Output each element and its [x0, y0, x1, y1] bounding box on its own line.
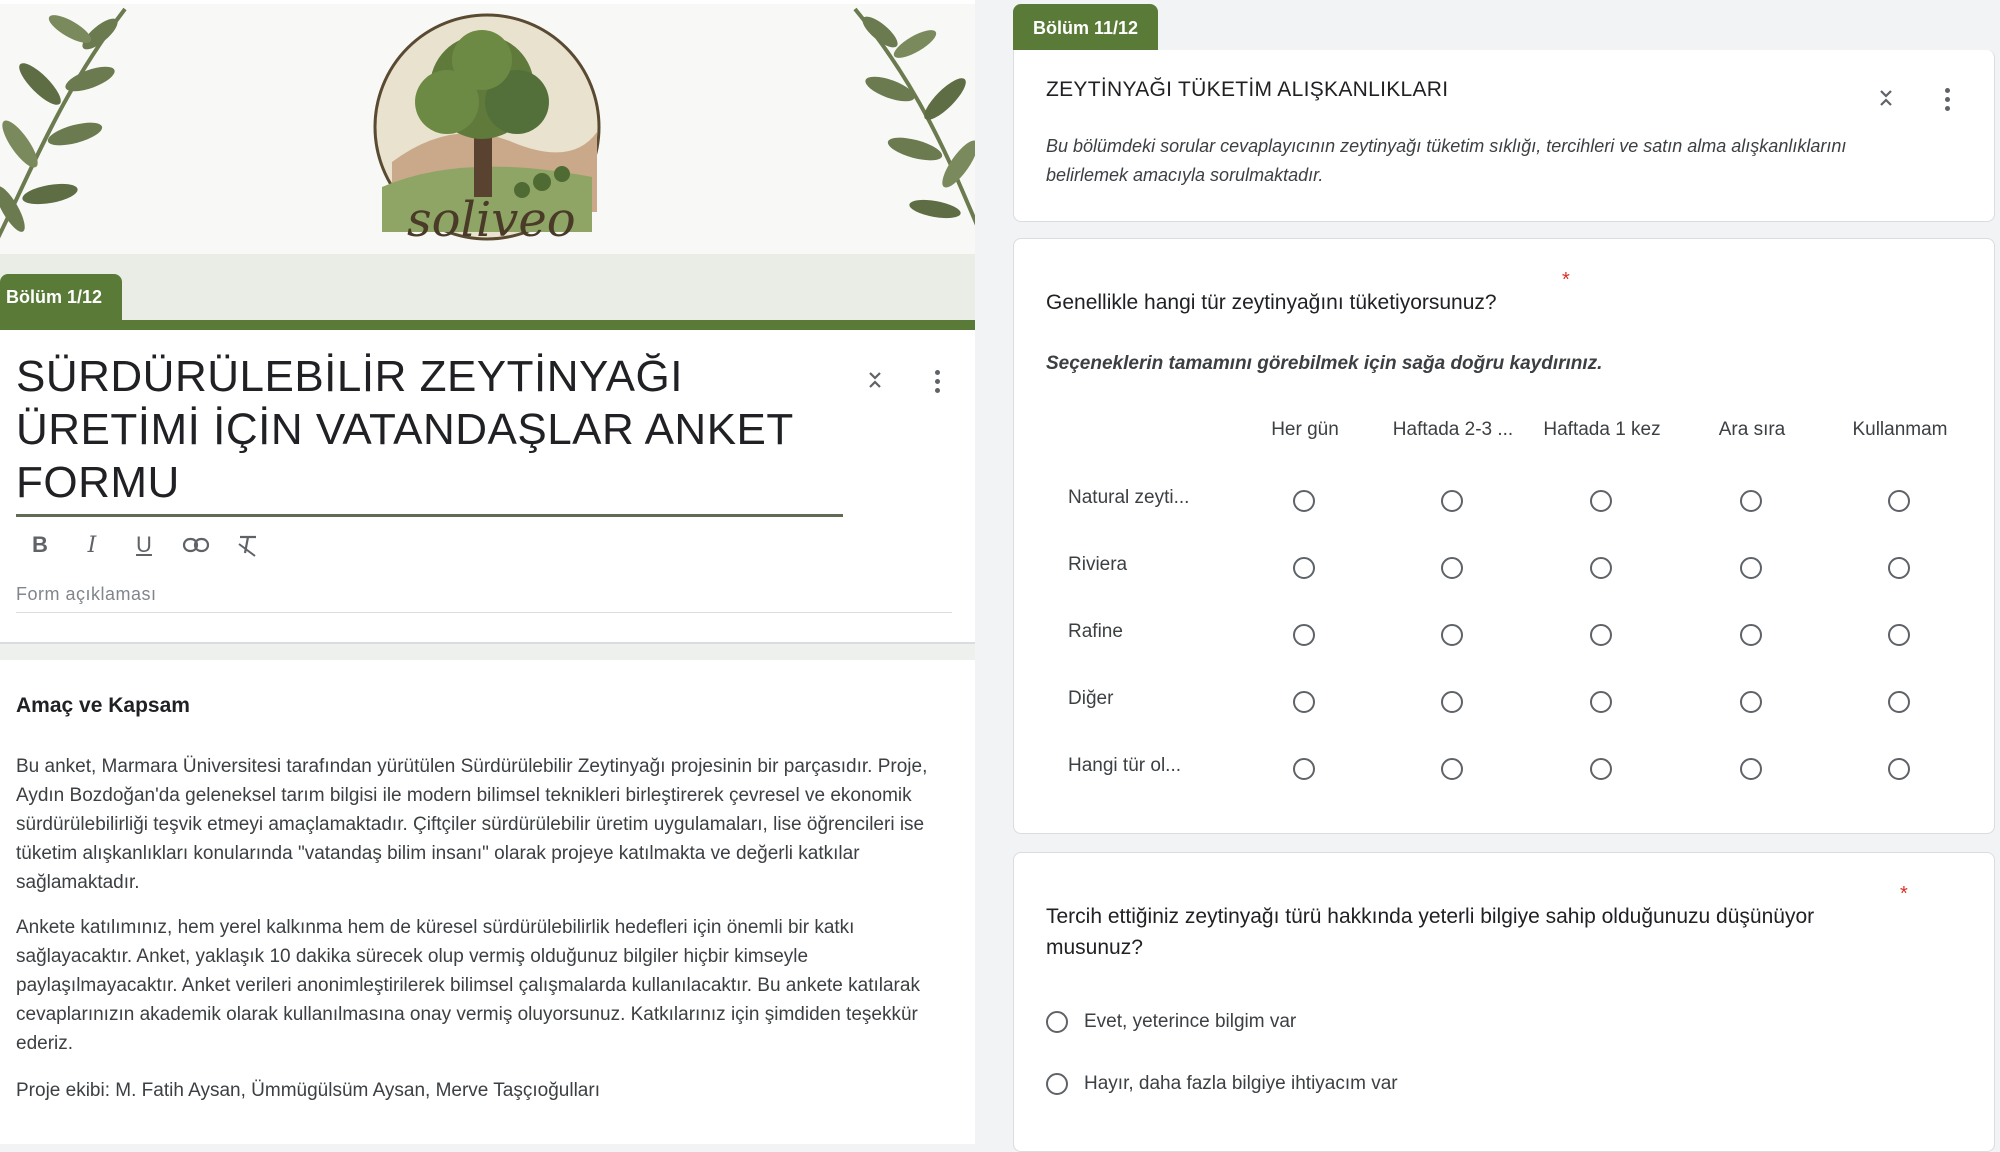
- description-paragraph-2: Ankete katılımınız, hem yerel kalkınma hem de küresel sürdürülebilirlik hedefleri için önemli bir katkı sağlayacaktır. Anket, yaklaşık 10 dakika sürecek olup vermiş olduğunuz bilgiler hiçbir kimseyle paylaşılmayacaktır. Anket verileri anonimleştirilerek bilimsel çalışmalarda kullanılacaktır. Bu ankete katılarak cevaplarınızın akademik olarak kullanılmasına onay vermiş oluyorsunuz. Katkılarınız için şimdiden teşekkür ederiz.: [16, 917, 920, 1054]
- grid-column-header: Ara sıra: [1718, 419, 1786, 440]
- form-title[interactable]: SÜRDÜRÜLEBİLİR ZEYTİNYAĞI ÜRETİMİ İÇİN VATANDAŞLAR ANKET FORMU: [16, 352, 793, 507]
- grid-radio[interactable]: [1888, 557, 1910, 579]
- section-heading[interactable]: Amaç ve Kapsam: [16, 694, 190, 717]
- clear-format-icon: [235, 532, 261, 558]
- collapse-icon[interactable]: [863, 368, 887, 392]
- description-paragraph-1: Bu anket, Marmara Üniversitesi tarafından yürütülen Sürdürülebilir Zeytinyağı projesinin bir parçasıdır. Proje, Aydın Bozdoğan'da geleneksel tarım bilgisi ile modern bilimsel teknikleri birleştirerek çevresel ve ekonomik sürdürülebilirliği teşvik etmeyi amaçlamaktadır. Çiftçiler sürdürülebilir üretim uygulamaları, lise öğrencileri ise tüketim alışkanlıkları konularında "vatandaş bilim insanı" olarak projeye katılmakta ve değerli katkılar sağlamaktadır.: [16, 756, 928, 893]
- grid-radio[interactable]: [1590, 691, 1612, 713]
- grid-radio[interactable]: [1590, 758, 1612, 780]
- grid-radio[interactable]: [1441, 624, 1463, 646]
- grid-radio[interactable]: [1740, 490, 1762, 512]
- card-separator: [0, 642, 975, 660]
- question-2-title[interactable]: Tercih ettiğiniz zeytinyağı türü hakkında yeterli bilgiye sahip olduğunuzu düşünüyor musunuz?: [1046, 905, 1815, 959]
- section-more-icon[interactable]: [1932, 84, 1962, 114]
- section-accent-bar: [0, 320, 975, 330]
- choice-label: Hayır, daha fazla bilgiye ihtiyacım var: [1084, 1073, 1398, 1094]
- grid-radio[interactable]: [1888, 691, 1910, 713]
- grid-radio[interactable]: [1590, 490, 1612, 512]
- grid-radio[interactable]: [1888, 624, 1910, 646]
- grid-row-label: Rafine: [1068, 621, 1123, 642]
- grid-column-header: Her gün: [1271, 419, 1339, 440]
- grid-column-header: Haftada 1 kez: [1543, 419, 1661, 440]
- choice-label: Evet, yeterince bilgim var: [1084, 1011, 1297, 1032]
- grid-radio[interactable]: [1740, 557, 1762, 579]
- format-toolbar: [24, 528, 264, 562]
- question-1-title[interactable]: Genellikle hangi tür zeytinyağını tüketiyorsunuz?: [1046, 291, 1497, 314]
- grid-radio[interactable]: [1293, 624, 1315, 646]
- grid-radio[interactable]: [1293, 758, 1315, 780]
- grid-radio[interactable]: [1293, 691, 1315, 713]
- clear-format-button[interactable]: [232, 529, 264, 561]
- description-placeholder: Form açıklaması: [16, 584, 157, 604]
- grid-radio[interactable]: [1740, 691, 1762, 713]
- grid-row-label: Diğer: [1068, 688, 1114, 709]
- italic-button[interactable]: I: [87, 532, 97, 558]
- grid-radio[interactable]: [1293, 557, 1315, 579]
- choice-option[interactable]: [1046, 1011, 1296, 1033]
- more-options-icon[interactable]: [922, 366, 952, 396]
- question-grid-card: [1013, 238, 1995, 834]
- grid-radio[interactable]: [1590, 624, 1612, 646]
- section-tab-11[interactable]: Bölüm 11/12: [1013, 4, 1158, 52]
- grid-radio[interactable]: [1888, 490, 1910, 512]
- section-tab[interactable]: Bölüm 1/12: [0, 274, 122, 320]
- grid-column-header: Haftada 2-3 ...: [1392, 419, 1514, 440]
- link-button[interactable]: [180, 529, 212, 561]
- form-editor-panel: [0, 0, 975, 1144]
- grid-radio[interactable]: [1888, 758, 1910, 780]
- grid-row-label: Natural zeyti...: [1068, 487, 1190, 508]
- link-icon: [182, 536, 210, 554]
- underline-button[interactable]: U: [136, 532, 152, 557]
- olive-branch-right-icon: [845, 4, 975, 254]
- grid-radio[interactable]: [1441, 490, 1463, 512]
- bold-button[interactable]: B: [32, 532, 48, 557]
- question-choice-card: [1013, 852, 1995, 1152]
- section-tab-band: [0, 254, 975, 320]
- grid-column-header: Kullanmam: [1852, 419, 1948, 440]
- grid-radio[interactable]: [1441, 557, 1463, 579]
- grid-radio[interactable]: [1441, 691, 1463, 713]
- question-1-hint: Seçeneklerin tamamını görebilmek için sağa doğru kaydırınız.: [1046, 353, 1603, 374]
- logo-wordmark: soliveo: [407, 192, 576, 248]
- survey-preview-panel: [1013, 0, 2000, 1144]
- title-underline: [16, 514, 843, 517]
- form-description-input[interactable]: [16, 582, 952, 613]
- collapse-section-icon[interactable]: [1874, 86, 1898, 110]
- choice-radio[interactable]: [1046, 1073, 1068, 1095]
- project-team-text: Proje ekibi: M. Fatih Aysan, Ümmügülsüm Aysan, Merve Taşçıoğulları: [16, 1080, 600, 1101]
- choice-option[interactable]: [1046, 1073, 1398, 1095]
- choice-radio[interactable]: [1046, 1011, 1068, 1033]
- section-title[interactable]: ZEYTİNYAĞI TÜKETİM ALIŞKANLIKLARI: [1046, 78, 1449, 101]
- grid-row-label: Riviera: [1068, 554, 1128, 575]
- section-description[interactable]: Bu bölümdeki sorular cevaplayıcının zeytinyağı tüketim sıklığı, tercihleri ve satın alma alışkanlıklarını belirlemek amacıyla sorulmaktadır.: [1046, 136, 1847, 185]
- required-asterisk: *: [1562, 269, 1570, 291]
- grid-radio[interactable]: [1740, 758, 1762, 780]
- grid-radio[interactable]: [1590, 557, 1612, 579]
- olive-branch-left-icon: [0, 4, 140, 254]
- grid-radio[interactable]: [1740, 624, 1762, 646]
- required-asterisk: *: [1900, 883, 1908, 905]
- header-banner: [0, 4, 975, 254]
- grid-radio[interactable]: [1293, 490, 1315, 512]
- section-header-card: [1013, 50, 1995, 222]
- grid-radio[interactable]: [1441, 758, 1463, 780]
- grid-row-label: Hangi tür ol...: [1068, 755, 1181, 776]
